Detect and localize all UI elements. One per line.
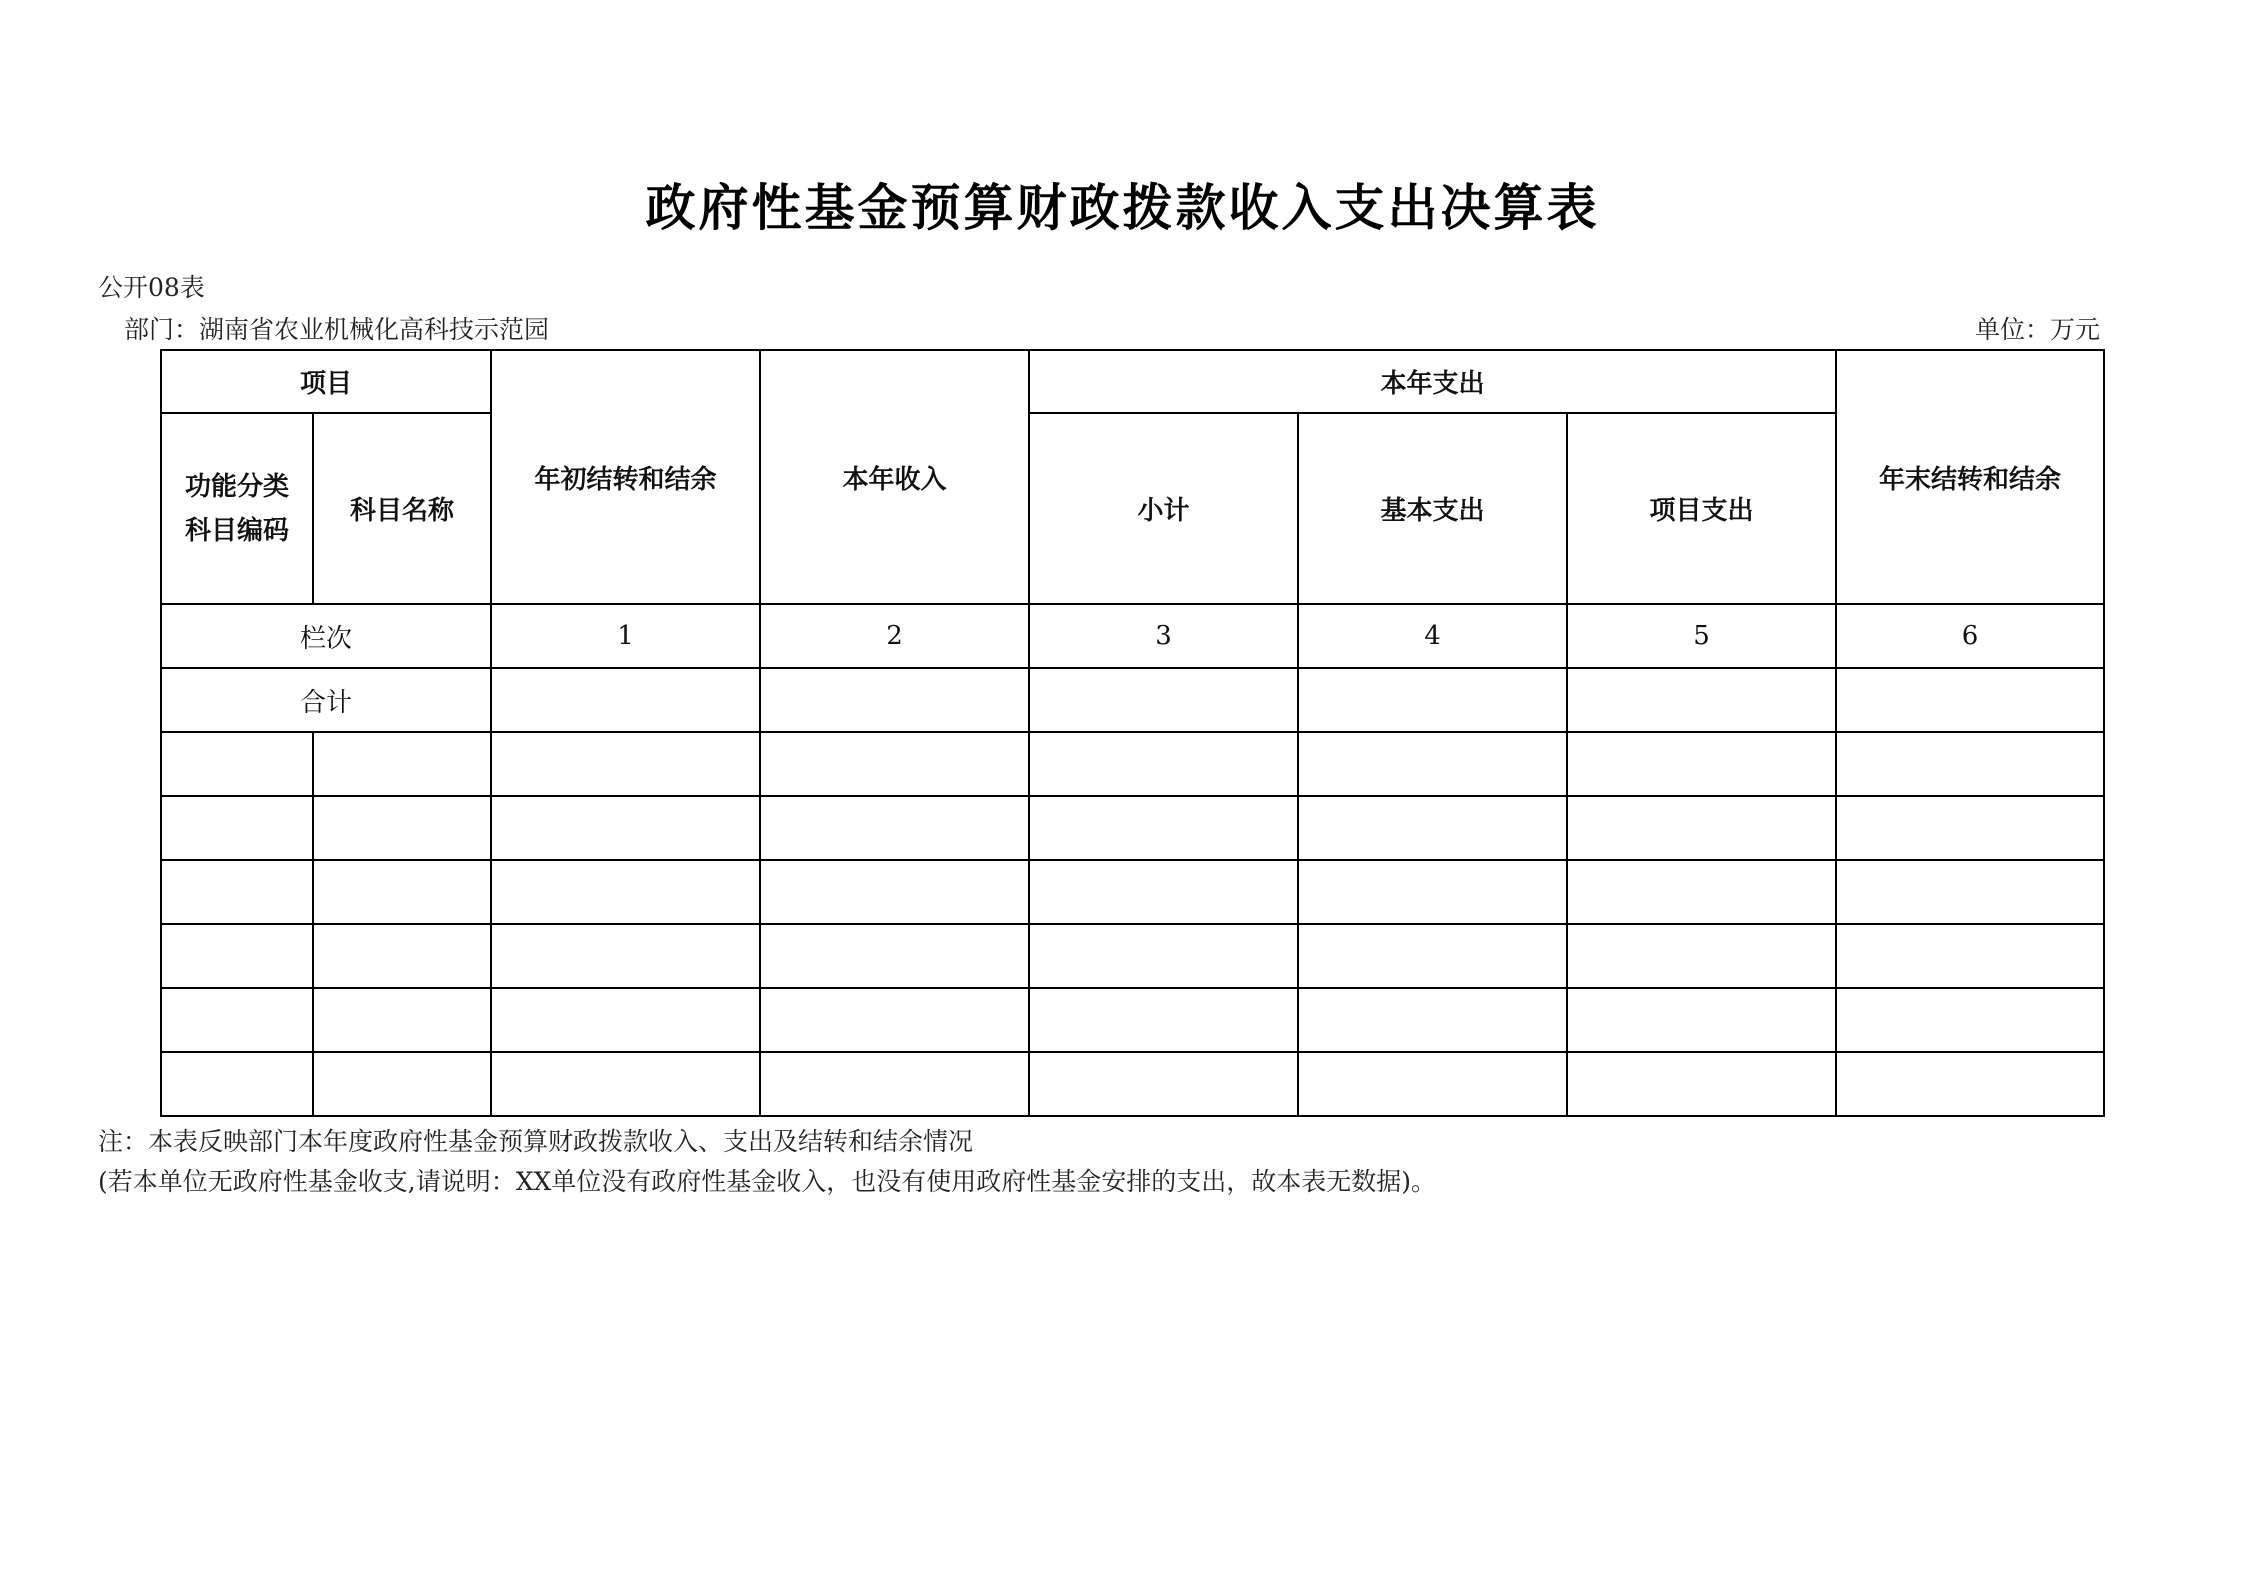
cell-value — [760, 924, 1029, 988]
cell-value — [1298, 796, 1567, 860]
column-index-2: 2 — [760, 604, 1029, 668]
header-basic-expense: 基本支出 — [1298, 413, 1567, 604]
cell-value — [1298, 988, 1567, 1052]
cell-value — [1567, 796, 1836, 860]
total-cell — [1298, 668, 1567, 732]
table-row — [161, 860, 2104, 924]
cell-value — [760, 732, 1029, 796]
header-closing-balance: 年末结转和结余 — [1836, 350, 2104, 604]
department-label: 部门：湖南省农业机械化高科技示范园 — [124, 315, 550, 344]
cell-value — [491, 924, 760, 988]
cell-code — [161, 988, 313, 1052]
cell-value — [491, 988, 760, 1052]
cell-value — [1298, 732, 1567, 796]
cell-value — [1567, 924, 1836, 988]
header-subject-name: 科目名称 — [313, 413, 491, 604]
column-index-6: 6 — [1836, 604, 2104, 668]
cell-name — [313, 1052, 491, 1116]
column-index-1: 1 — [491, 604, 760, 668]
header-item: 项目 — [161, 350, 491, 413]
cell-value — [491, 732, 760, 796]
table-row — [161, 796, 2104, 860]
cell-value — [1298, 1052, 1567, 1116]
note-line-1: 注：本表反映部门本年度政府性基金预算财政拨款收入、支出及结转和结余情况 — [98, 1127, 974, 1156]
cell-value — [1836, 924, 2104, 988]
cell-value — [1836, 796, 2104, 860]
cell-name — [313, 988, 491, 1052]
total-cell — [1029, 668, 1298, 732]
table-number: 公开08表 — [98, 273, 205, 302]
cell-value — [491, 796, 760, 860]
cell-value — [760, 1052, 1029, 1116]
header-current-income: 本年收入 — [760, 350, 1029, 604]
header-project-expense: 项目支出 — [1567, 413, 1836, 604]
cell-value — [491, 1052, 760, 1116]
cell-value — [760, 988, 1029, 1052]
cell-name — [313, 924, 491, 988]
cell-value — [1836, 1052, 2104, 1116]
cell-value — [760, 860, 1029, 924]
table-row — [161, 732, 2104, 796]
total-label: 合计 — [161, 668, 491, 732]
cell-name — [313, 860, 491, 924]
cell-value — [760, 796, 1029, 860]
cell-name — [313, 732, 491, 796]
cell-value — [1567, 988, 1836, 1052]
column-index-5: 5 — [1567, 604, 1836, 668]
cell-value — [1029, 732, 1298, 796]
cell-name — [313, 796, 491, 860]
total-cell — [760, 668, 1029, 732]
total-cell — [1567, 668, 1836, 732]
cell-value — [1029, 796, 1298, 860]
total-cell — [1836, 668, 2104, 732]
header-function-code-line2: 科目编码 — [184, 515, 289, 546]
table-row — [161, 924, 2104, 988]
cell-value — [1029, 924, 1298, 988]
page-title: 政府性基金预算财政拨款收入支出决算表 — [645, 179, 1600, 237]
budget-table — [160, 349, 2105, 1117]
cell-code — [161, 796, 313, 860]
column-index-3: 3 — [1029, 604, 1298, 668]
cell-value — [1836, 988, 2104, 1052]
unit-label: 单位：万元 — [1975, 315, 2101, 344]
header-subtotal: 小计 — [1029, 413, 1298, 604]
total-cell — [491, 668, 760, 732]
cell-value — [1567, 732, 1836, 796]
header-current-expense: 本年支出 — [1029, 350, 1836, 413]
cell-value — [1029, 1052, 1298, 1116]
header-function-code-line1: 功能分类 — [184, 471, 289, 502]
cell-value — [1029, 988, 1298, 1052]
column-index-4: 4 — [1298, 604, 1567, 668]
cell-code — [161, 732, 313, 796]
cell-value — [1298, 924, 1567, 988]
cell-value — [1567, 860, 1836, 924]
cell-value — [491, 860, 760, 924]
cell-value — [1836, 732, 2104, 796]
header-opening-balance: 年初结转和结余 — [491, 350, 760, 604]
cell-value — [1029, 860, 1298, 924]
table-row — [161, 1052, 2104, 1116]
cell-value — [1836, 860, 2104, 924]
header-function-code — [161, 413, 313, 604]
table-row — [161, 988, 2104, 1052]
cell-value — [1298, 860, 1567, 924]
cell-code — [161, 924, 313, 988]
column-index-label: 栏次 — [161, 604, 491, 668]
cell-code — [161, 860, 313, 924]
cell-value — [1567, 1052, 1836, 1116]
cell-code — [161, 1052, 313, 1116]
note-line-2: (若本单位无政府性基金收支,请说明：XX单位没有政府性基金收入，也没有使用政府性基金安排的支出，故本表无数据)。 — [98, 1167, 1437, 1196]
